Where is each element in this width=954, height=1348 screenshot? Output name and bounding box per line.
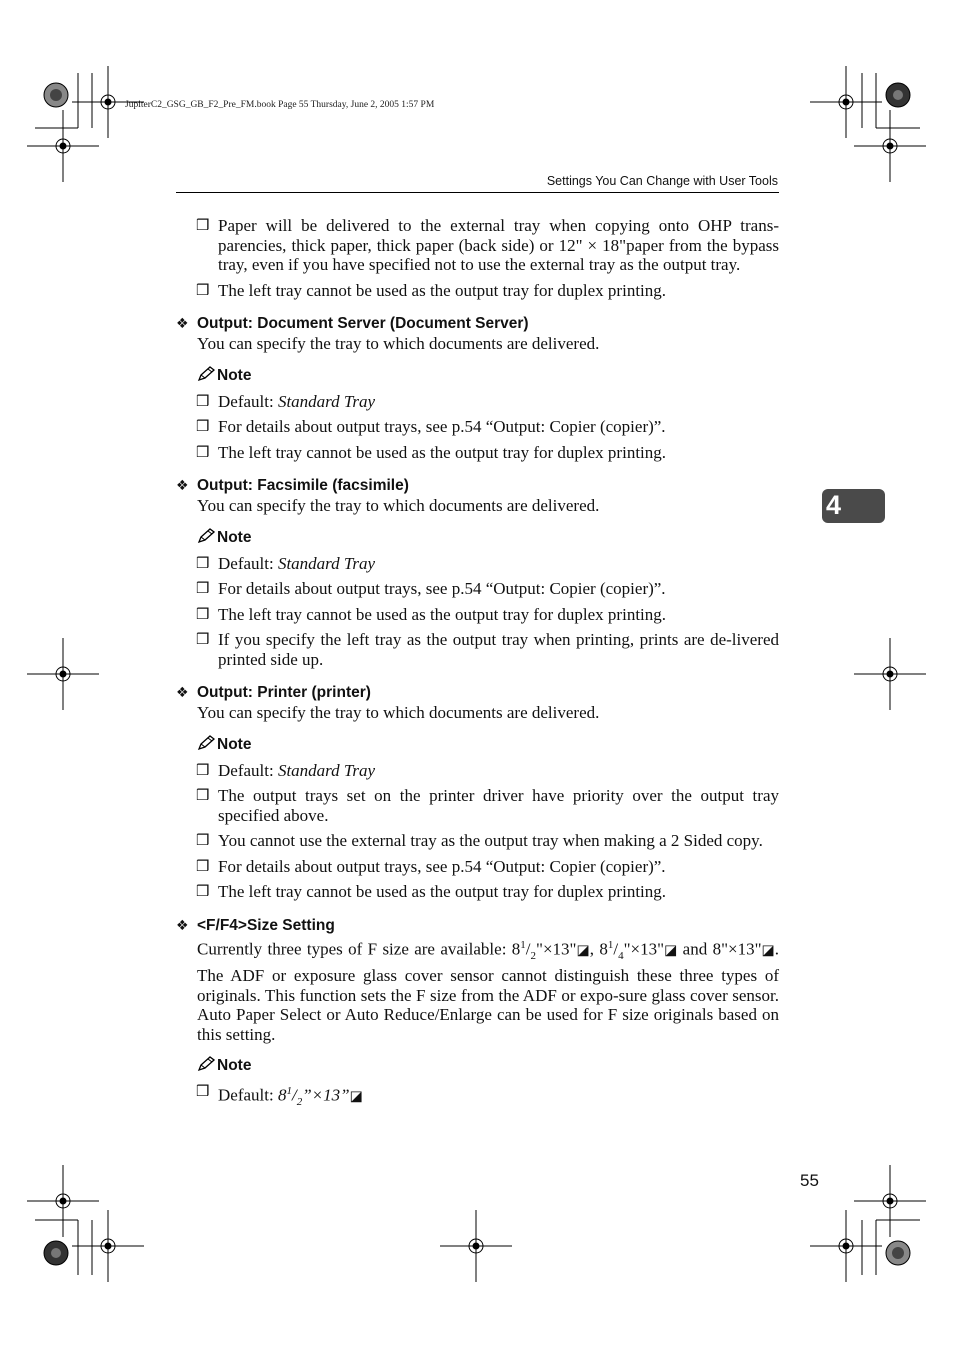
note-heading: Note <box>176 733 779 759</box>
list-item: ❒ For details about output trays, see p.54 “Output: Copier (copier)”. <box>196 856 666 876</box>
page-number: 55 <box>800 1171 819 1190</box>
section-body: Currently three types of F size are available: $8^1/_2"\times 13"◪$, $8^1/_4"\times 13"◪$ and 8"×13"◪. The ADF or exposure glass cover sensor cannot distinguish these three types of originals. This function sets the F size from the ADF or expo-sure glass cover sensor. Auto Paper Select or Auto Reduce/Enlarge can be used for F size originals based on this setting. <box>197 938 780 1044</box>
list-item: ❒ The output trays set on the printer driver have priority over the output tray specified above. <box>196 786 779 825</box>
diamond-bullet-icon: ❖ <box>176 478 189 494</box>
checkbox-bullet-icon: ❒ <box>196 630 210 648</box>
section-body: You can specify the tray to which documents are delivered. <box>197 703 600 722</box>
checkbox-bullet-icon: ❒ <box>196 553 210 572</box>
checkbox-bullet-icon: ❒ <box>196 391 210 410</box>
section-body: You can specify the tray to which documents are delivered. <box>197 334 600 353</box>
checkbox-bullet-icon: ❒ <box>196 786 210 804</box>
checkbox-bullet-icon: ❒ <box>196 579 210 597</box>
running-head: Settings You Can Change with User Tools <box>546 174 778 188</box>
pencil-icon <box>197 1056 215 1080</box>
book-info-line: JupiterC2_GSG_GB_F2_Pre_FM.book Page 55 Thursday, June 2, 2005 1:57 PM <box>125 100 435 110</box>
section-title-facsimile: ❖ Output: Facsimile (facsimile) <box>176 477 409 494</box>
checkbox-bullet-icon: ❒ <box>196 760 210 779</box>
checkbox-bullet-icon: ❒ <box>196 604 210 623</box>
section-title-printer: ❖ Output: Printer (printer) <box>176 684 371 701</box>
list-item: ❒ The left tray cannot be used as the output tray for duplex printing. <box>196 882 667 901</box>
checkbox-bullet-icon: ❒ <box>196 417 210 435</box>
list-item: ❒ For details about output trays, see p.54 “Output: Copier (copier)”. <box>196 579 666 598</box>
portrait-orientation-icon: ◪ <box>664 942 678 959</box>
portrait-orientation-icon: ◪ <box>576 942 590 959</box>
list-item: ❒ Default: Standard Tray <box>196 760 376 780</box>
checkbox-bullet-icon: ❒ <box>196 856 210 875</box>
section-title-f-size-setting: ❖ <F/F4>Size Setting <box>176 916 335 934</box>
list-item: ❒ The left tray cannot be used as the output tray for duplex printing. <box>196 604 667 624</box>
list-item: ❒ For details about output trays, see p.54 “Output: Copier (copier)”. <box>196 417 666 436</box>
pencil-icon <box>197 366 215 390</box>
section-body: You can specify the tray to which documents are delivered. <box>197 496 600 515</box>
main-content <box>176 216 779 1119</box>
note-heading: Note <box>176 1054 779 1080</box>
checkbox-bullet-icon: ❒ <box>196 216 210 234</box>
checkbox-bullet-icon: ❒ <box>196 442 210 461</box>
pencil-icon <box>197 528 215 552</box>
checkbox-bullet-icon: ❒ <box>196 280 210 299</box>
list-item: ❒ Default: $8^1/_2”\times 13”◪$ <box>196 1082 363 1109</box>
section-title-document-server: ❖ Output: Document Server (Document Server) <box>176 315 529 332</box>
list-item: ❒ The left tray cannot be used as the output tray for duplex printing. <box>196 280 667 300</box>
list-item: ❒ Default: Standard Tray <box>196 553 376 573</box>
list-item: ❒ If you specify the left tray as the output tray when printing, prints are de-livered printed side up. <box>196 630 779 669</box>
diamond-bullet-icon: ❖ <box>176 316 189 332</box>
portrait-orientation-icon: ◪ <box>761 942 775 959</box>
note-heading: Note <box>176 364 779 390</box>
list-item: ❒ You cannot use the external tray as the output tray when making a 2 Sided copy. <box>196 831 763 850</box>
checkbox-bullet-icon: ❒ <box>196 831 210 849</box>
diamond-bullet-icon: ❖ <box>176 917 189 934</box>
pencil-icon <box>197 735 215 759</box>
chapter-tab: 4 <box>822 489 885 523</box>
header-rule <box>176 192 779 193</box>
diamond-bullet-icon: ❖ <box>176 685 189 701</box>
list-item: ❒ Default: Standard Tray <box>196 391 376 411</box>
checkbox-bullet-icon: ❒ <box>196 882 210 900</box>
portrait-orientation-icon: ◪ <box>349 1088 363 1105</box>
list-item: ❒ Paper will be delivered to the external tray when copying onto OHP trans-parencies, thick paper, thick paper (back side) or 12" × 18"paper from the bypass tray, even if you have specified not to use the external tray as the output tray. <box>196 216 779 274</box>
list-item: ❒ The left tray cannot be used as the output tray for duplex printing. <box>196 442 667 462</box>
checkbox-bullet-icon: ❒ <box>196 1082 210 1101</box>
note-heading: Note <box>176 526 779 552</box>
